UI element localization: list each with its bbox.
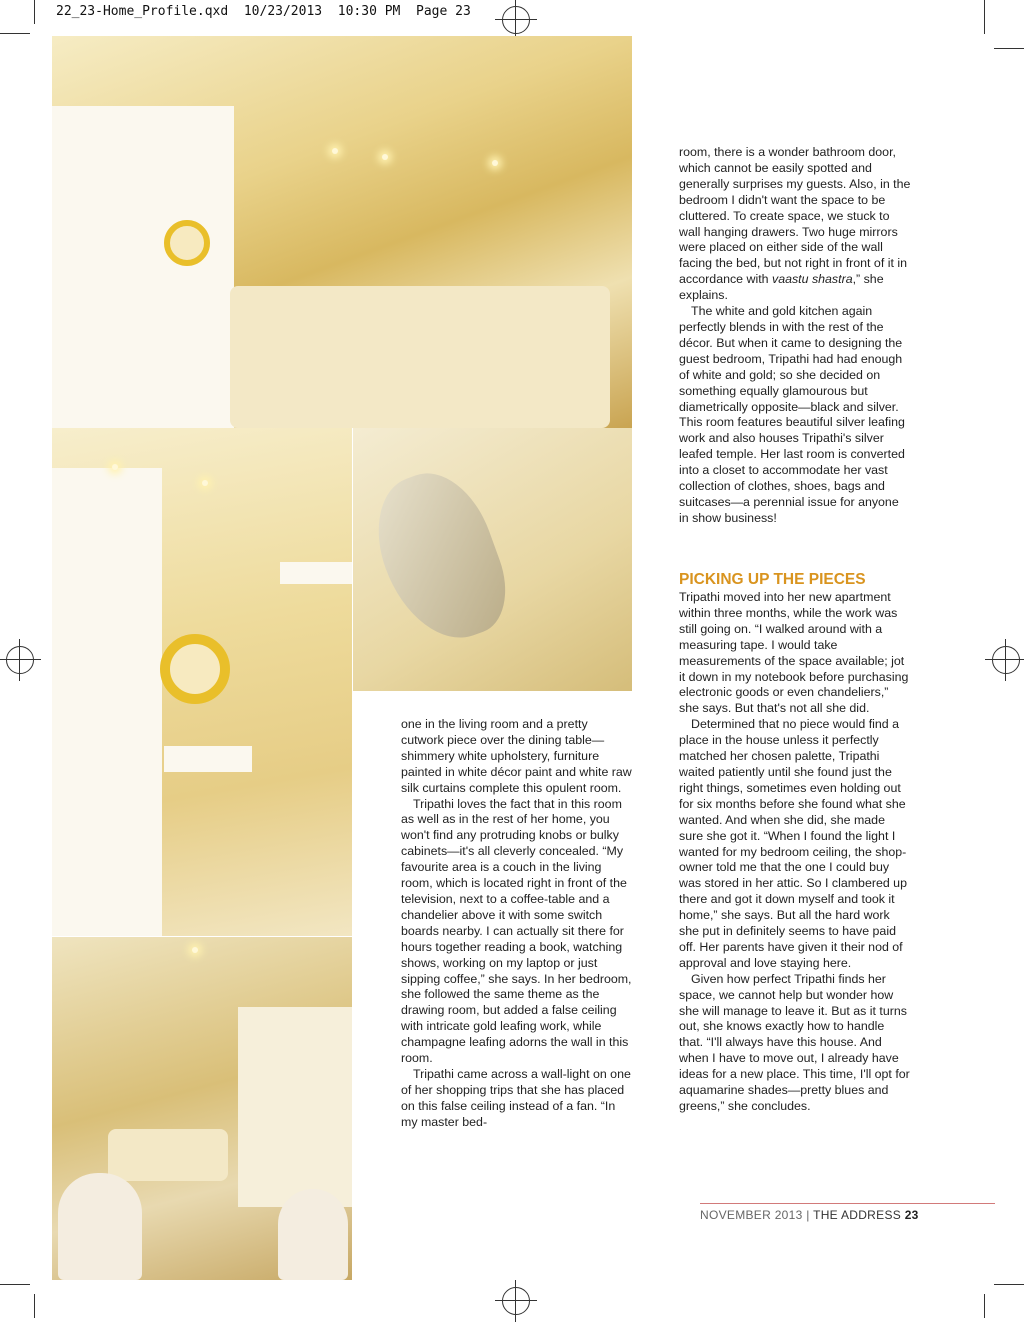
ceiling-light [112,464,118,470]
crop-mark [994,48,1024,49]
photo-master-bedroom [52,36,632,428]
crop-mark [994,1284,1024,1285]
paragraph: Tripathi came across a wall-light on one of her shopping trips that she has placed on this false ceiling instead of a fan. “In my master bed- [401,1066,631,1129]
ceiling-light [202,480,208,486]
photo-dressing-area [52,428,352,936]
page-folio [700,1208,919,1222]
crop-mark [984,1294,985,1318]
display-shelves [238,1007,352,1207]
dining-chair [278,1189,348,1280]
gold-ornament [164,220,210,266]
issue-date: NOVEMBER 2013 [700,1208,803,1222]
paragraph: The white and gold kitchen again perfectly blends in with the rest of the décor. But when it came to designing the guest bedroom, Tripathi had had enough of white and gold; so she decided on something equally glamourous but diametrically opposite—black and silver. This room features beautiful silver leafing work and also houses Tripathi's silver leafed temple. Her last room is converted into a closet to accommodate her vast collection of clothes, shoes, bags and suitcases—a perennial issue for anyone in show business! [679,304,905,525]
registration-mark-top [502,6,530,34]
photo-leaf-sculpture [353,428,632,691]
bed [230,286,610,428]
gold-round-mirror [160,634,230,704]
photo-living-room [52,937,352,1280]
paragraph: Determined that no piece would find a place in the house unless it perfectly matched her chosen palette, Tripathi waited patiently until she found just the right things, sometimes even holding out for six months before she found what she wanted. And when she did, she made sure she got it. “When I found the light I wanted for my bedroom ceiling, the shop-owner told me that the one I could buy was stored in her attic. So I clambered up there and got it down myself and took it home,” she says. But all the hard work she put in definitely seems to have paid off. Her parents have given it their nod of approval and love staying here. [679,717,907,970]
crop-mark [984,0,985,34]
crop-mark [0,1284,30,1285]
wardrobe [52,106,234,428]
sofa [108,1129,228,1181]
registration-mark-right [992,646,1020,674]
crop-mark [0,33,30,34]
page-number: 23 [904,1208,919,1222]
paragraph: one in the living room and a pretty cutwork piece over the dining table—shimmery white upholstery, furniture painted in white décor paint and white raw silk curtains complete this opulent room. [401,717,632,795]
print-slug: 22_23-Home_Profile.qxd 10/23/2013 10:30 PM Page 23 [56,4,471,19]
dining-chair [58,1173,142,1280]
publication-name: THE ADDRESS [813,1208,905,1222]
registration-mark-left [6,646,34,674]
air-conditioner [280,562,352,584]
ceiling-light [492,160,498,166]
floating-dresser [164,746,252,772]
paragraph: Given how perfect Tripathi finds her space, we cannot help but wonder how she will manage to leave it. But as it turns out, she knows exactly how to handle that. “I'll always have this house. And when I have to move out, I already have ideas for a new place. This time, I'll opt for aquamarine shades—pretty blues and greens,” she concludes. [679,971,910,1113]
crop-mark [34,0,35,24]
article-column-right-bottom [679,590,911,1115]
article-column-middle [401,717,633,1131]
paragraph: room, there is a wonder bathroom door, which cannot be easily spotted and generally surprises my guests. Also, in the bedroom I didn't want the space to be cluttered. To create space, we stuck to wall hanging drawers. Two huge mirrors were placed on either side of the wall facing the bed, but not right in front of it in accordance with vaastu shastra,” she explains. [679,145,911,303]
section-heading: PICKING UP THE PIECES [679,571,866,588]
folio-rule [700,1203,995,1204]
paragraph: Tripathi loves the fact that in this room as well as in the rest of her home, you won't find any protruding knobs or bulky cabinets—it's all cleverly concealed. “My favourite area is a couch in the living room, which is located right in front of the television, next to a coffee-table and a chandelier above it with some switch boards nearby. I can actually sit there for hours together reading a book, watching shows, working on my laptop or just sipping coffee,” she says. In her bedroom, she followed the same theme as the drawing room, but added a false ceiling with intricate gold leafing work, while champagne leafing adorns the wall in this room. [401,796,632,1066]
italic-term: vaastu shastra [772,272,853,287]
folio-separator: | [802,1208,814,1222]
white-cabinets [52,468,162,936]
article-column-right-top [679,145,911,527]
ceiling-light [332,148,338,154]
registration-mark-bottom [502,1287,530,1315]
silver-leaf-artwork [359,458,521,655]
chandelier [192,947,198,953]
ceiling-light [382,154,388,160]
paragraph: Tripathi moved into her new apartment within three months, while the work was still going on. “I walked around with a measuring tape. I would take measurements of the space available; jot it down in my notebook before purchasing electronic goods or even chandeliers,” she says. But that's not all she did. [679,590,909,716]
crop-mark [34,1294,35,1318]
